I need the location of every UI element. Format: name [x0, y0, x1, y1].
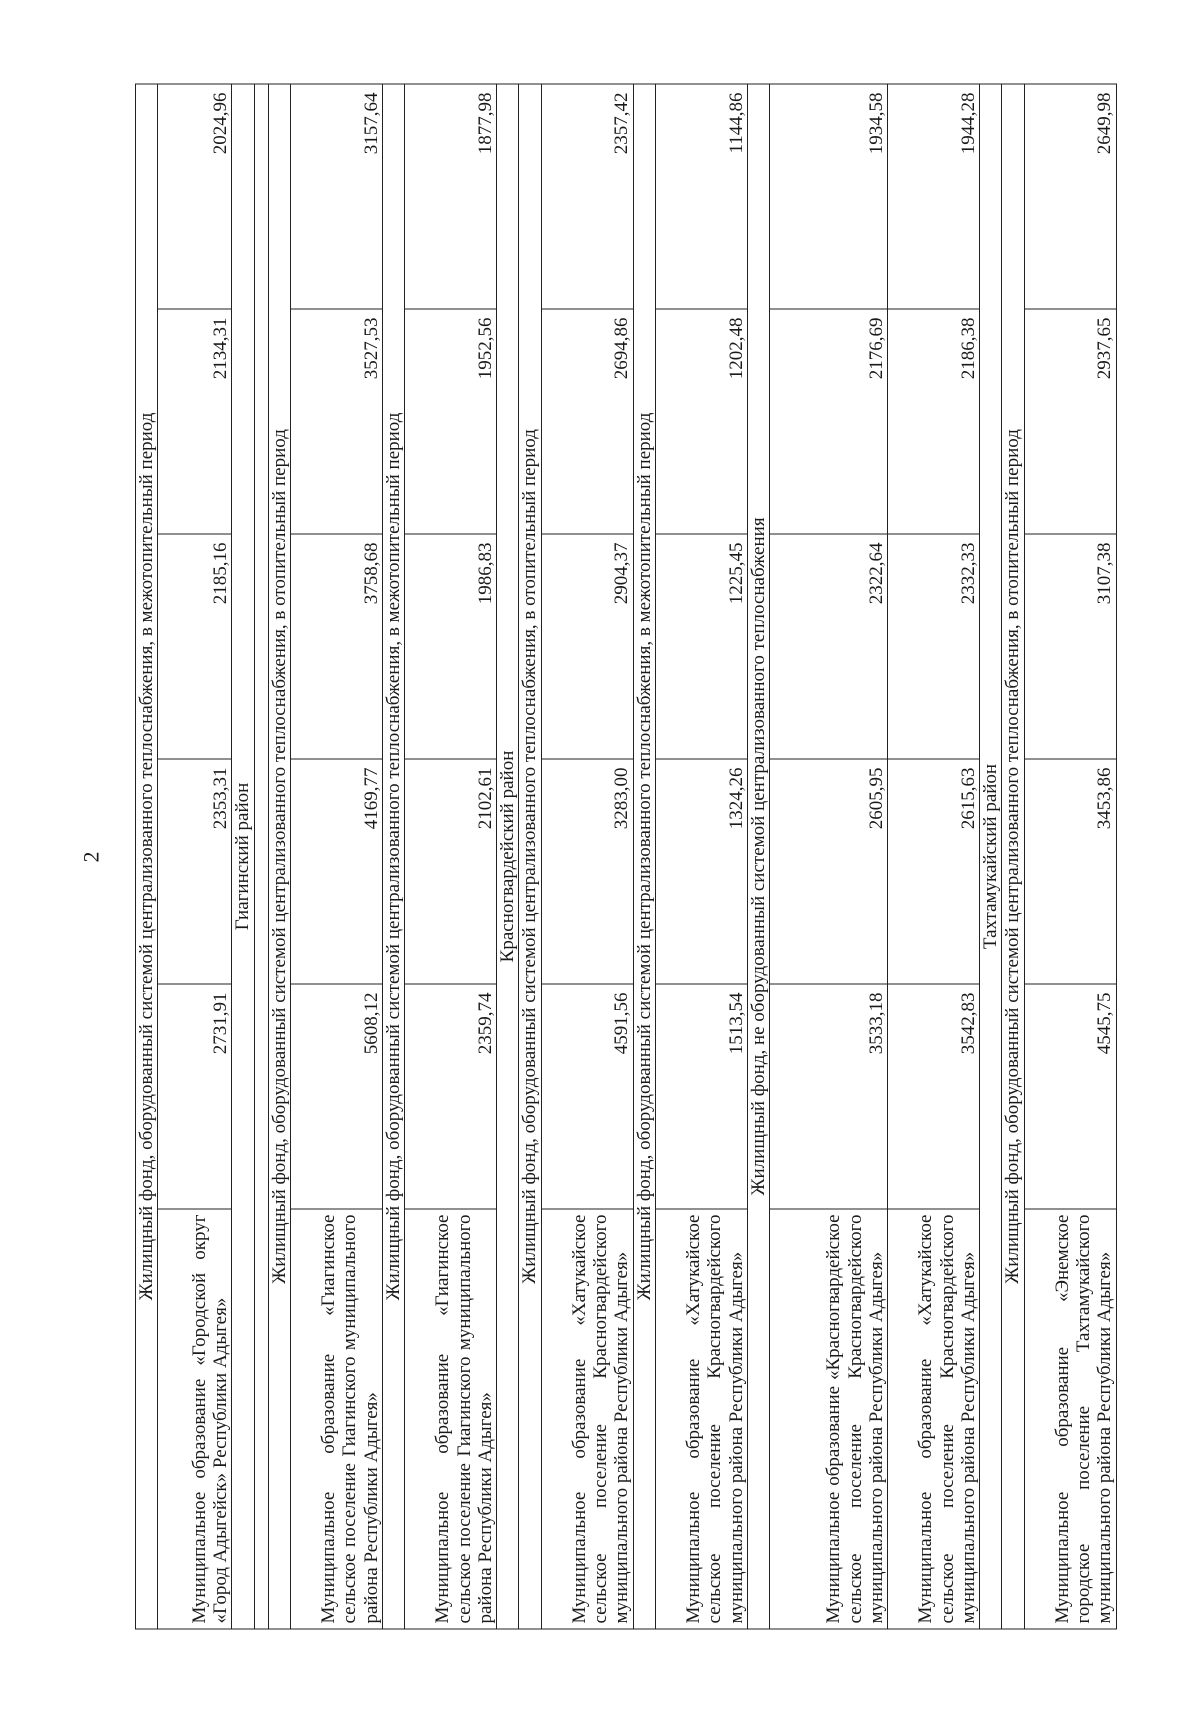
section-header: Жилищный фонд, оборудованный системой централизованного теплоснабжения, в отопительный период	[268, 84, 290, 1629]
value-cell: 3527,53	[290, 309, 382, 534]
district-row	[980, 84, 1002, 1629]
value-cell: 4545,75	[1024, 984, 1116, 1209]
table-row	[888, 84, 980, 1629]
value-cell: 1225,45	[655, 534, 747, 759]
section-header: Жилищный фонд, оборудованный системой централизованного теплоснабжения, в отопительный период	[519, 84, 541, 1629]
value-cell: 3107,38	[1024, 534, 1116, 759]
value-cell: 2359,74	[405, 984, 497, 1209]
value-cell: 2615,63	[888, 759, 980, 984]
value-cell: 2332,33	[888, 534, 980, 759]
value-cell: 2731,91	[158, 984, 232, 1209]
value-cell: 1202,48	[655, 309, 747, 534]
tariff-table-container	[135, 85, 1116, 1630]
district-row	[232, 84, 254, 1629]
value-cell: 2102,61	[405, 759, 497, 984]
value-cell: 1144,86	[655, 84, 747, 309]
section-header-row	[1002, 84, 1024, 1629]
value-cell: 4591,56	[541, 984, 633, 1209]
table-row	[770, 84, 888, 1629]
value-cell: 3453,86	[1024, 759, 1116, 984]
district-title: Красногвардейский район	[497, 84, 519, 1629]
value-cell: 5608,12	[290, 984, 382, 1209]
section-header-row	[136, 84, 158, 1629]
municipality-name: Муниципальное образование «Энемское городское поселение Тахтамукайского муниципального района Республики Адыгея»	[1024, 1209, 1116, 1629]
value-cell: 1324,26	[655, 759, 747, 984]
district-title: Гиагинский район	[232, 84, 254, 1629]
table-row	[1024, 84, 1116, 1629]
section-header-row	[633, 84, 655, 1629]
value-cell: 1513,54	[655, 984, 747, 1209]
section-header-row	[747, 84, 769, 1629]
value-cell: 2357,42	[541, 84, 633, 309]
district-row	[497, 84, 519, 1629]
value-cell: 4169,77	[290, 759, 382, 984]
value-cell: 2353,31	[158, 759, 232, 984]
municipality-name: Муниципальное образование «Гиагинское сельское поселение Гиагинского муниципального района Республики Адыгея»	[405, 1209, 497, 1629]
value-cell: 2694,86	[541, 309, 633, 534]
value-cell: 2605,95	[770, 759, 888, 984]
section-header-row	[519, 84, 541, 1629]
page-number: 2	[78, 851, 104, 863]
section-header: Жилищный фонд, оборудованный системой централизованного теплоснабжения, в отопительный период	[1002, 84, 1024, 1629]
rotated-table-wrapper	[135, 85, 1116, 1630]
value-cell: 2024,96	[158, 84, 232, 309]
municipality-name: Муниципальное образование «Хатукайское сельское поселение Красногвардейского муниципального района Республики Адыгея»	[888, 1209, 980, 1629]
blank-cell	[254, 84, 268, 1629]
value-cell: 1877,98	[405, 84, 497, 309]
municipality-name: Муниципальное образование «Хатукайское сельское поселение Красногвардейского муниципального района Республики Адыгея»	[655, 1209, 747, 1629]
value-cell: 2649,98	[1024, 84, 1116, 309]
value-cell: 1944,28	[888, 84, 980, 309]
value-cell: 3157,64	[290, 84, 382, 309]
value-cell: 2185,16	[158, 534, 232, 759]
table-row	[655, 84, 747, 1629]
section-header: Жилищный фонд, не оборудованный системой централизованного теплоснабжения	[747, 84, 769, 1629]
municipality-name: Муниципальное образование «Гиагинское сельское поселение Гиагинского муниципального района Республики Адыгея»	[290, 1209, 382, 1629]
table-row	[541, 84, 633, 1629]
value-cell: 3533,18	[770, 984, 888, 1209]
section-header-row	[268, 84, 290, 1629]
value-cell: 1934,58	[770, 84, 888, 309]
table-row	[290, 84, 382, 1629]
municipality-name: Муниципальное образование «Красногвардейское сельское поселение Красногвардейского муниципального района Республики Адыгея»	[770, 1209, 888, 1629]
municipality-name: Муниципальное образование «Хатукайское сельское поселение Красногвардейского муниципального района Республики Адыгея»	[541, 1209, 633, 1629]
table-row	[405, 84, 497, 1629]
value-cell: 1986,83	[405, 534, 497, 759]
value-cell: 3758,68	[290, 534, 382, 759]
municipality-name: Муниципальное образование «Городской округ «Город Адыгейск» Республики Адыгея»	[158, 1209, 232, 1629]
value-cell: 2134,31	[158, 309, 232, 534]
section-header: Жилищный фонд, оборудованный системой централизованного теплоснабжения, в межотопительный период	[382, 84, 404, 1629]
value-cell: 2937,65	[1024, 309, 1116, 534]
section-header: Жилищный фонд, оборудованный системой централизованного теплоснабжения, в межотопительный период	[136, 84, 158, 1629]
district-title: Тахтамукайский район	[980, 84, 1002, 1629]
value-cell: 2322,64	[770, 534, 888, 759]
value-cell: 2176,69	[770, 309, 888, 534]
value-cell: 2186,38	[888, 309, 980, 534]
value-cell: 2904,37	[541, 534, 633, 759]
value-cell: 1952,56	[405, 309, 497, 534]
value-cell: 3542,83	[888, 984, 980, 1209]
table-row	[158, 84, 232, 1629]
section-header-row	[382, 84, 404, 1629]
heat-consumption-table	[135, 83, 1117, 1629]
value-cell: 3283,00	[541, 759, 633, 984]
table-body	[136, 84, 1117, 1629]
blank-row	[254, 84, 268, 1629]
section-header: Жилищный фонд, оборудованный системой централизованного теплоснабжения, в межотопительный период	[633, 84, 655, 1629]
